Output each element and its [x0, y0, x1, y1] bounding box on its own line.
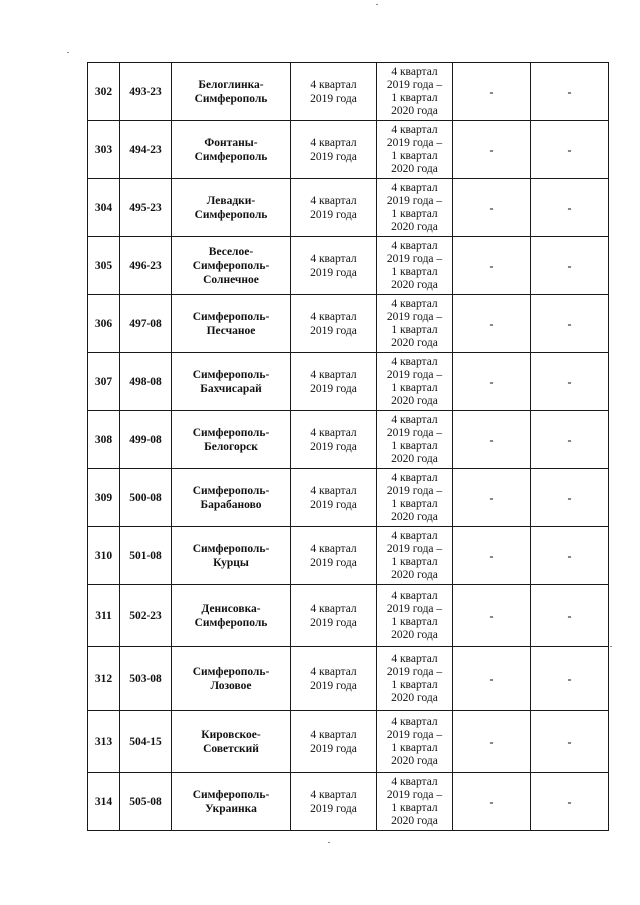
validity-period-cell: 4 квартал 2019 года – 1 квартал 2020 года [377, 121, 453, 179]
validity-period-cell: 4 квартал 2019 года – 1 квартал 2020 года [377, 527, 453, 585]
row-number-cell: 305 [88, 237, 120, 295]
empty-value-cell: - [531, 63, 609, 121]
start-period-cell: 4 квартал 2019 года [291, 711, 377, 773]
empty-value-cell: - [453, 63, 531, 121]
route-name-cell: Симферополь- Белогорск [172, 411, 291, 469]
empty-value-cell: - [531, 527, 609, 585]
empty-value-cell: - [531, 237, 609, 295]
route-code-cell: 505-08 [120, 773, 172, 831]
route-code-cell: 494-23 [120, 121, 172, 179]
row-number-cell: 314 [88, 773, 120, 831]
row-number-cell: 310 [88, 527, 120, 585]
row-number-cell: 304 [88, 179, 120, 237]
empty-value-cell: - [531, 121, 609, 179]
start-period-cell: 4 квартал 2019 года [291, 295, 377, 353]
route-name-cell: Симферополь- Песчаное [172, 295, 291, 353]
start-period-cell: 4 квартал 2019 года [291, 585, 377, 647]
row-number-cell: 309 [88, 469, 120, 527]
empty-value-cell: - [453, 773, 531, 831]
validity-period-cell: 4 квартал 2019 года – 1 квартал 2020 года [377, 295, 453, 353]
empty-value-cell: - [531, 647, 609, 711]
route-code-cell: 500-08 [120, 469, 172, 527]
route-code-cell: 503-08 [120, 647, 172, 711]
empty-value-cell: - [453, 295, 531, 353]
start-period-cell: 4 квартал 2019 года [291, 237, 377, 295]
validity-period-cell: 4 квартал 2019 года – 1 квартал 2020 года [377, 411, 453, 469]
row-number-cell: 303 [88, 121, 120, 179]
validity-period-cell: 4 квартал 2019 года – 1 квартал 2020 года [377, 237, 453, 295]
start-period-cell: 4 квартал 2019 года [291, 353, 377, 411]
table-row [88, 585, 609, 647]
route-code-cell: 496-23 [120, 237, 172, 295]
route-name-cell: Веселое- Симферополь- Солнечное [172, 237, 291, 295]
row-number-cell: 306 [88, 295, 120, 353]
route-code-cell: 504-15 [120, 711, 172, 773]
route-name-cell: Денисовка- Симферополь [172, 585, 291, 647]
empty-value-cell: - [453, 711, 531, 773]
route-name-cell: Симферополь- Барабаново [172, 469, 291, 527]
route-code-cell: 502-23 [120, 585, 172, 647]
validity-period-cell: 4 квартал 2019 года – 1 квартал 2020 года [377, 773, 453, 831]
scan-speck [610, 646, 612, 647]
route-code-cell: 497-08 [120, 295, 172, 353]
routes-table-body [88, 63, 609, 831]
table-row [88, 773, 609, 831]
route-code-cell: 499-08 [120, 411, 172, 469]
empty-value-cell: - [531, 411, 609, 469]
scan-speck [328, 842, 330, 843]
empty-value-cell: - [453, 121, 531, 179]
empty-value-cell: - [531, 353, 609, 411]
table-row [88, 711, 609, 773]
validity-period-cell: 4 квартал 2019 года – 1 квартал 2020 года [377, 179, 453, 237]
empty-value-cell: - [453, 237, 531, 295]
row-number-cell: 312 [88, 647, 120, 711]
start-period-cell: 4 квартал 2019 года [291, 411, 377, 469]
route-code-cell: 493-23 [120, 63, 172, 121]
route-name-cell: Симферополь- Бахчисарай [172, 353, 291, 411]
start-period-cell: 4 квартал 2019 года [291, 121, 377, 179]
route-name-cell: Левадки- Симферополь [172, 179, 291, 237]
table-row [88, 469, 609, 527]
scan-speck [376, 4, 378, 5]
empty-value-cell: - [453, 527, 531, 585]
empty-value-cell: - [453, 585, 531, 647]
validity-period-cell: 4 квартал 2019 года – 1 квартал 2020 года [377, 63, 453, 121]
row-number-cell: 311 [88, 585, 120, 647]
empty-value-cell: - [453, 353, 531, 411]
route-name-cell: Симферополь- Лозовое [172, 647, 291, 711]
table-row [88, 179, 609, 237]
empty-value-cell: - [531, 295, 609, 353]
validity-period-cell: 4 квартал 2019 года – 1 квартал 2020 года [377, 711, 453, 773]
row-number-cell: 313 [88, 711, 120, 773]
table-row [88, 411, 609, 469]
table-row [88, 63, 609, 121]
empty-value-cell: - [453, 411, 531, 469]
route-name-cell: Симферополь- Курцы [172, 527, 291, 585]
route-name-cell: Белоглинка- Симферополь [172, 63, 291, 121]
start-period-cell: 4 квартал 2019 года [291, 179, 377, 237]
empty-value-cell: - [453, 469, 531, 527]
row-number-cell: 308 [88, 411, 120, 469]
row-number-cell: 302 [88, 63, 120, 121]
validity-period-cell: 4 квартал 2019 года – 1 квартал 2020 года [377, 585, 453, 647]
table-row [88, 295, 609, 353]
table-row [88, 353, 609, 411]
table-row [88, 237, 609, 295]
empty-value-cell: - [531, 469, 609, 527]
start-period-cell: 4 квартал 2019 года [291, 647, 377, 711]
empty-value-cell: - [531, 585, 609, 647]
validity-period-cell: 4 квартал 2019 года – 1 квартал 2020 года [377, 469, 453, 527]
validity-period-cell: 4 квартал 2019 года – 1 квартал 2020 года [377, 647, 453, 711]
route-code-cell: 495-23 [120, 179, 172, 237]
row-number-cell: 307 [88, 353, 120, 411]
route-name-cell: Кировское- Советский [172, 711, 291, 773]
start-period-cell: 4 квартал 2019 года [291, 773, 377, 831]
empty-value-cell: - [531, 179, 609, 237]
start-period-cell: 4 квартал 2019 года [291, 63, 377, 121]
empty-value-cell: - [453, 179, 531, 237]
table-row [88, 121, 609, 179]
scan-speck [67, 52, 69, 53]
start-period-cell: 4 квартал 2019 года [291, 527, 377, 585]
route-name-cell: Симферополь- Украинка [172, 773, 291, 831]
route-code-cell: 501-08 [120, 527, 172, 585]
route-name-cell: Фонтаны- Симферополь [172, 121, 291, 179]
empty-value-cell: - [531, 711, 609, 773]
route-code-cell: 498-08 [120, 353, 172, 411]
routes-table [87, 62, 609, 831]
table-row [88, 527, 609, 585]
validity-period-cell: 4 квартал 2019 года – 1 квартал 2020 года [377, 353, 453, 411]
empty-value-cell: - [453, 647, 531, 711]
empty-value-cell: - [531, 773, 609, 831]
start-period-cell: 4 квартал 2019 года [291, 469, 377, 527]
table-row [88, 647, 609, 711]
